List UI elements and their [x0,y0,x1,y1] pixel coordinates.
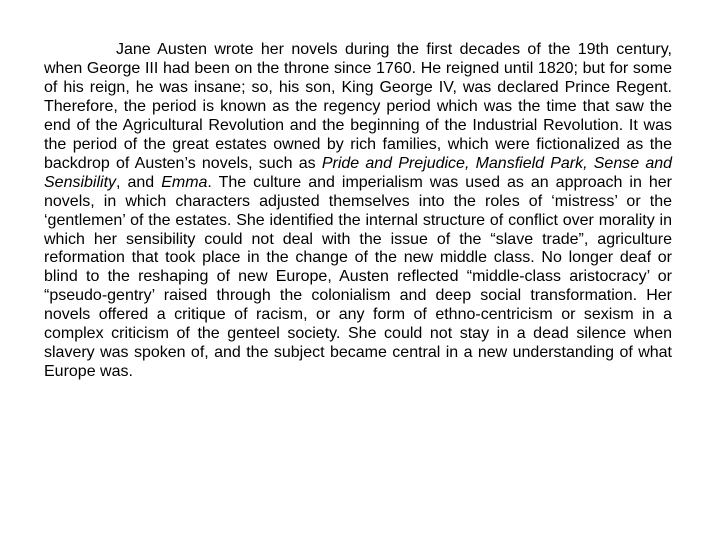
paragraph-text-part-3: . The culture and imperialism was used as an approach in her novels, in which characters adjusted themselves into the roles of ‘mistress’ or the ‘gentlemen’ of the estates. She identified the internal structure of conflict over morality in which her sensibility could not deal with the issue of the “slave trade”, agriculture reformation that took place in the change of the new middle class. No longer deaf or blind to the reshaping of new Europe, Austen reflected “middle-class aristocracy’ or “pseudo-gentry’ raised through the colonialism and deep social transformation. Her novels offered a critique of racism, or any form of ethno-centricism or sexism in a complex criticism of the genteel society. She could not stay in a dead silence when slavery was spoken of, and the subject became central in a new understanding of what Europe was. [44,173,672,381]
paragraph-text-part-2: , and [116,173,162,191]
body-paragraph [44,41,672,382]
paragraph-text-part-1: Jane Austen wrote her novels during the first decades of the 19th century, when George III had been on the throne since 1760. He reigned until 1820; but for some of his reign, he was insane; so, his son, King George IV, was declared Prince Regent. Therefore, the period is known as the regency period which was the time that saw the end of the Agricultural Revolution and the beginning of the Industrial Revolution. It was the period of the great estates owned by rich families, which were fictionalized as the backdrop of Austen’s novels, such as [44,41,672,172]
novel-title-emma-italic: Emma [161,173,208,191]
novel-titles-italic: Pride and Prejudice, Mansfield Park, Sense and Sensibility [44,154,673,191]
